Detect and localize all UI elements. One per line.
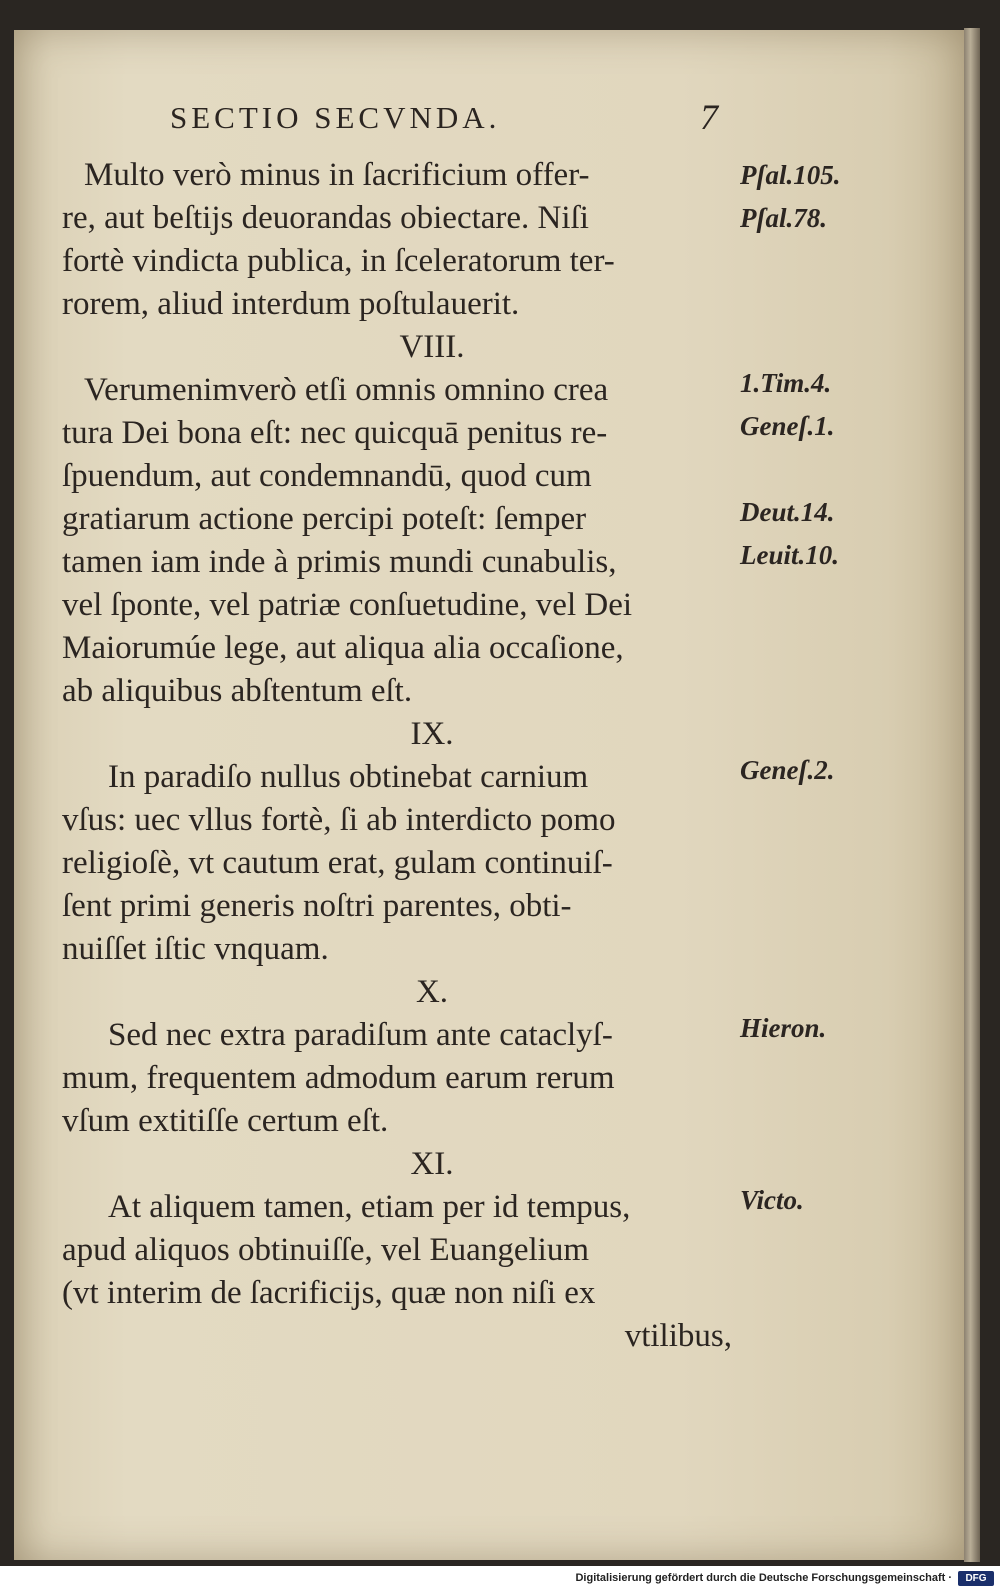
section-heading: IX. <box>410 716 454 752</box>
section-heading: VIII. <box>399 329 465 365</box>
margin-note: Hieron. <box>740 1013 827 1043</box>
text-line: tura Dei bona eſt: nec quicquā penitus re- <box>62 415 608 451</box>
margin-note: Geneſ.2. <box>740 755 835 785</box>
text-line: ab aliquibus abſtentum eſt. <box>62 673 413 709</box>
text-line: ſent primi generis noſtri parentes, obti- <box>62 888 572 924</box>
dfg-logo: DFG <box>958 1571 994 1586</box>
page-header <box>0 97 1000 150</box>
margin-note: Geneſ.1. <box>740 411 835 441</box>
text-line: apud aliquos obtinuiſſe, vel Euangelium <box>62 1232 589 1268</box>
page-edge <box>964 28 980 1562</box>
text-line: ſpuendum, aut condemnandū, quod cum <box>62 458 592 494</box>
text-line: rorem, aliud interdum poſtulauerit. <box>62 286 520 322</box>
margin-note: Pſal.105. <box>740 160 841 190</box>
margin-note: Pſal.78. <box>740 203 827 233</box>
page-body <box>62 154 742 1358</box>
margin-note: Victo. <box>740 1185 804 1215</box>
text-line: gratiarum actione percipi poteſt: ſemper <box>62 501 587 537</box>
text-line: In paradiſo nullus obtinebat carnium <box>108 759 589 795</box>
section-heading: XI. <box>410 1146 454 1182</box>
page-number: 7 <box>700 97 718 137</box>
margin-note: Leuit.10. <box>740 540 839 570</box>
margin-note: 1.Tim.4. <box>740 368 832 398</box>
text-line: religioſè, vt cautum erat, gulam continuiſ- <box>62 845 613 881</box>
text-line: vel ſponte, vel patriæ conſuetudine, vel Dei <box>62 587 633 623</box>
text-line: (vt interim de ſacrificijs, quæ non niſi ex <box>62 1275 596 1311</box>
catchword: vtilibus, <box>624 1318 732 1354</box>
text-line: Maiorumúe lege, aut aliqua alia occaſione, <box>62 630 624 666</box>
text-line: Sed nec extra paradiſum ante cataclyſ- <box>108 1017 613 1053</box>
running-title: SECTIO SECVNDA. <box>170 100 501 135</box>
text-line: tamen iam inde à primis mundi cunabulis, <box>62 544 617 580</box>
text-line: vſus: uec vllus fortè, ſi ab interdicto pomo <box>62 802 616 838</box>
text-line: mum, frequentem admodum earum rerum <box>62 1060 615 1096</box>
text-line: Multo verò minus in ſacrificium offer- <box>84 157 590 193</box>
funding-credit: Digitalisierung gefördert durch die Deutsche Forschungsgemeinschaft · <box>575 1572 952 1584</box>
text-line: vſum extitiſſe certum eſt. <box>62 1103 389 1139</box>
section-heading: X. <box>415 974 449 1010</box>
footer-bar <box>0 1566 1000 1593</box>
text-line: At aliquem tamen, etiam per id tempus, <box>108 1189 631 1225</box>
text-line: fortè vindicta publica, in ſceleratorum ter- <box>62 243 615 279</box>
text-line: re, aut beſtijs deuorandas obiectare. Niſi <box>62 200 589 236</box>
text-line: Verumenimverò etſi omnis omnino crea <box>84 372 609 408</box>
margin-note: Deut.14. <box>740 497 835 527</box>
text-line: nuiſſet iſtic vnquam. <box>62 931 329 967</box>
